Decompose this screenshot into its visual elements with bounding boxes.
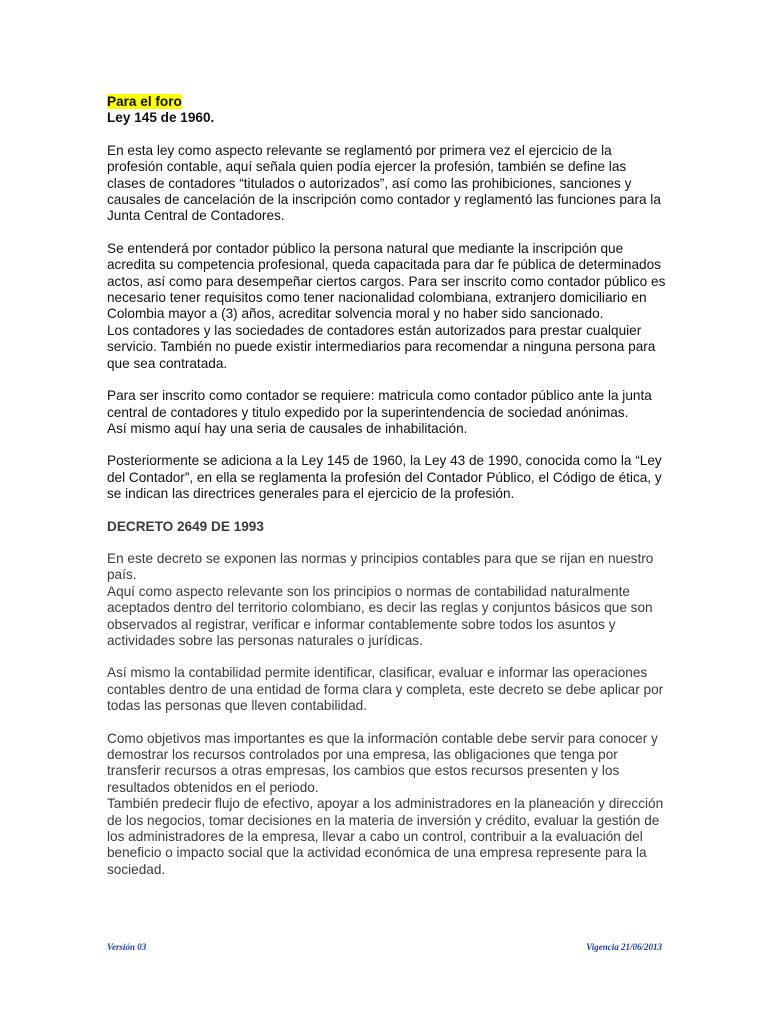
decreto-paragraph-3: Así mismo la contabilidad permite identificar, clasificar, evaluar e informar las operaciones contables dentro de una entidad de forma clara y completa, este decreto se debe aplicar por todas las personas que lleven contabilidad. <box>107 665 664 714</box>
decreto-paragraph-5: También predecir flujo de efectivo, apoyar a los administradores en la planeación y dirección de los negocios, tomar decisiones en la materia de inversión y crédito, evaluar la gestión de los administradores de la empresa, llevar a cabo un control, contribuir a la evaluación del beneficio o impacto social que la actividad económica de una empresa represente para la sociedad. <box>107 796 664 877</box>
ley-paragraph-3: Los contadores y las sociedades de contadores están autorizados para prestar cualquier servicio. También no puede existir intermediarios para recomendar a ninguna persona para que sea contratada. <box>107 322 656 371</box>
forum-heading <box>107 94 667 110</box>
footer-vigencia: Vigencia 21/06/2013 <box>586 942 662 952</box>
decreto-title: DECRETO 2649 DE 1993 <box>107 518 264 534</box>
ley-paragraph-1: En esta ley como aspecto relevante se reglamentó por primera vez el ejercicio de la profesión contable, aquí señala quien podía ejercer la profesión, también se define las clases de contadores “titulados o autorizados”, así como las prohibiciones, sanciones y causales de cancelación de la inscripción como contador y reglamentó las funciones para la Junta Central de Contadores. <box>107 142 661 224</box>
ley-paragraph-6: Posteriormente se adiciona a la Ley 145 de 1960, la Ley 43 de 1990, conocida como la “Ley del Contador”, en ella se reglamenta la profesión del Contador Público, el Código de ética, y se indican las directrices generales para el ejercicio de la profesión. <box>107 453 662 502</box>
decreto-paragraph-4: Como objetivos mas importantes es que la información contable debe servir para conocer y demostrar los recursos controlados por una empresa, las obligaciones que tenga por transferir recursos a otras empresas, los cambios que estos recursos presenten y los resultados obtenidos en el periodo. <box>107 730 658 795</box>
decreto-paragraph-2: Aquí como aspecto relevante son los principios o normas de contabilidad naturalmente aceptados dentro del territorio colombiano, es decir las reglas y conjuntos básicos que son observados al registrar, verificar e informar contablemente sobre todos los asuntos y actividades sobre las personas naturales o jurídicas. <box>107 583 653 648</box>
ley-paragraph-4: Para ser inscrito como contador se requiere: matricula como contador público ante la junta central de contadores y titulo expedido por la superintendencia de sociedad anónimas. <box>107 388 652 420</box>
ley-paragraph-2: Se entenderá por contador público la persona natural que mediante la inscripción que acredita su competencia profesional, queda capacitada para dar fe pública de determinados actos, así como para desempeñar ciertos cargos. Para ser inscrito como contador público es necesario tener requisitos como tener nacionalidad colombiana, extranjero domiciliario en Colombia mayor a (3) años, acreditar solvencia moral y no haber sido sancionado. <box>107 240 666 322</box>
forum-heading-highlight: Para el foro <box>107 94 182 109</box>
decreto-paragraph-1: En este decreto se exponen las normas y principios contables para que se rijan en nuestro país. <box>107 550 654 583</box>
law-title: Ley 145 de 1960. <box>107 110 215 126</box>
footer-version: Versión 03 <box>107 942 147 952</box>
document-body <box>107 94 667 878</box>
ley-paragraph-5: Así mismo aquí hay una seria de causales de inhabilitación. <box>107 420 468 436</box>
